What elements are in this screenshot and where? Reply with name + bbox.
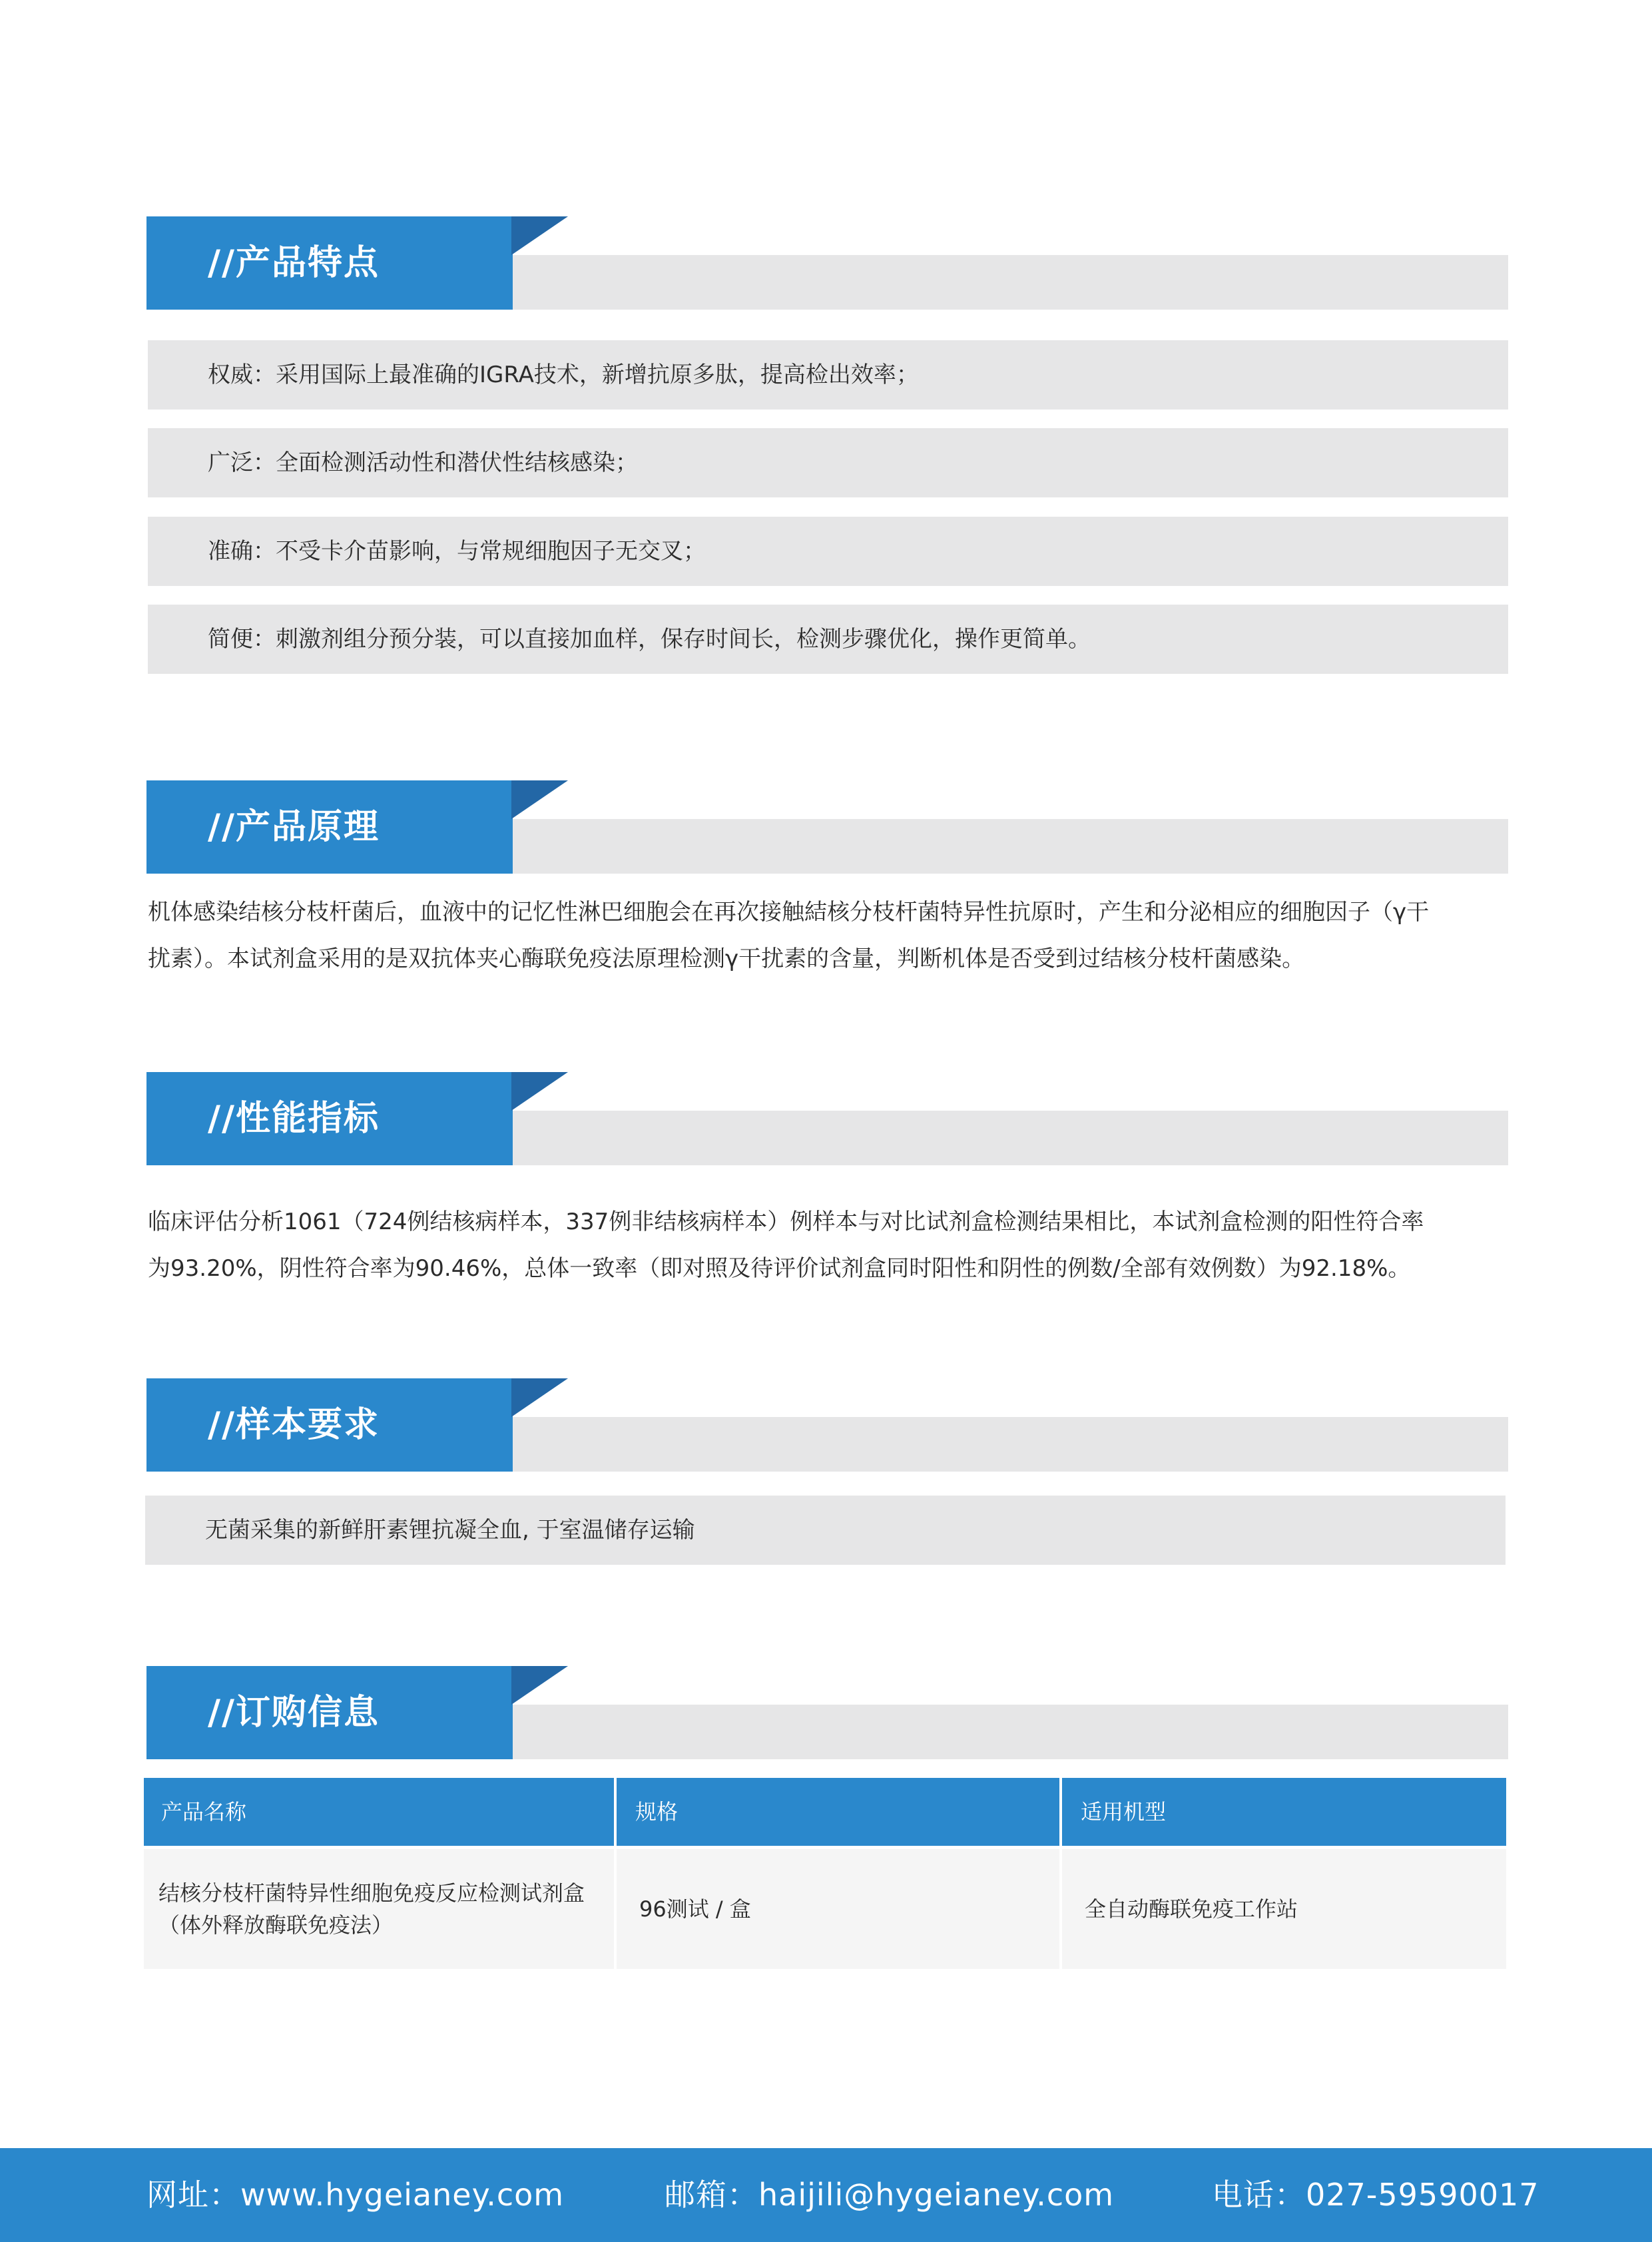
feature-item-coverage [148,428,1508,497]
header-instrument: 适用机型 [1081,1799,1167,1824]
principle-line: 机体感染结核分枝杆菌后，血液中的记忆性淋巴细胞会在再次接触結核分枝杆菌特异性抗原时，产生和分泌相应的细胞因子（γ干 [148,899,1430,926]
product-name-line: 结核分枝杆菌特异性细胞免疫反应检测试剂盒 [158,1880,585,1906]
performance-paragraph [148,1199,1510,1292]
table-cell-spec [617,1849,1059,1969]
header-product-name: 产品名称 [161,1799,247,1824]
order-section-header [146,1666,1508,1759]
footer-email[interactable]: 邮箱：haijili@hygeianey.com [665,2177,1115,2213]
header-spec: 规格 [635,1799,679,1824]
performance-line: 临床评估分析1061（724例结核病样本，337例非结核病样本）例样本与对比试剂盒检测结果相比，本试剂盒检测的阳性符合率 [148,1209,1424,1235]
header-fold [511,1666,568,1705]
sample-requirement-bar [145,1496,1506,1565]
section-title: //产品原理 [208,807,380,847]
features-section-header [146,216,1508,310]
feature-text: 广泛：全面检测活动性和潜伏性结核感染； [208,449,638,476]
table-header-cell [1062,1778,1506,1846]
feature-text: 准确：不受卡介苗影响，与常规细胞因子无交叉； [208,538,706,565]
feature-text: 简便：刺激剂组分预分装，可以直接加血样，保存时间长，检测步骤优化，操作更简单。 [208,626,1091,653]
section-title: //订购信息 [208,1693,380,1733]
header-fold [511,1072,568,1111]
feature-text: 权威：采用国际上最准确的IGRA技术，新增抗原多肽，提高检出效率； [208,362,919,388]
table-cell-product-name [144,1849,614,1969]
product-name-line: （体外释放酶联免疫法） [158,1912,394,1938]
table-row [144,1849,1506,1969]
section-title: //产品特点 [208,243,380,283]
feature-item-convenience [148,605,1508,674]
performance-line: 为93.20%，阴性符合率为90.46%，总体一致率（即对照及待评价试剂盒同时阳性和阴性的例数/全部有效例数）为92.18%。 [148,1255,1411,1282]
header-fold [511,1378,568,1417]
footer-phone[interactable]: 电话：027-59590017 [1212,2177,1539,2213]
header-fold [511,780,568,819]
footer-website[interactable]: 网址：www.hygeianey.com [146,2177,565,2213]
feature-item-accuracy [148,517,1508,586]
section-title: //性能指标 [208,1099,380,1139]
principle-paragraph [148,889,1510,982]
table-header-cell [144,1778,614,1846]
product-name [158,1877,585,1941]
feature-item-authority [148,340,1508,410]
sample-requirement-text: 无菌采集的新鲜肝素锂抗凝全血, 于室温储存运输 [205,1517,695,1543]
table-header-cell [617,1778,1059,1846]
principle-line: 扰素）。本试剂盒采用的是双抗体夹心酶联免疫法原理检测γ干扰素的含量，判断机体是否受到过结核分枝杆菌感染。 [148,946,1305,972]
footer-bar [0,2148,1652,2242]
spec-value: 96测试 / 盒 [639,1896,751,1922]
performance-section-header [146,1072,1508,1165]
sample-section-header [146,1378,1508,1472]
header-fold [511,216,568,255]
section-title: //样本要求 [208,1405,380,1445]
table-cell-instrument [1062,1849,1506,1969]
principle-section-header [146,780,1508,874]
instrument-value: 全自动酶联免疫工作站 [1085,1896,1298,1922]
table-header-row [144,1778,1506,1846]
